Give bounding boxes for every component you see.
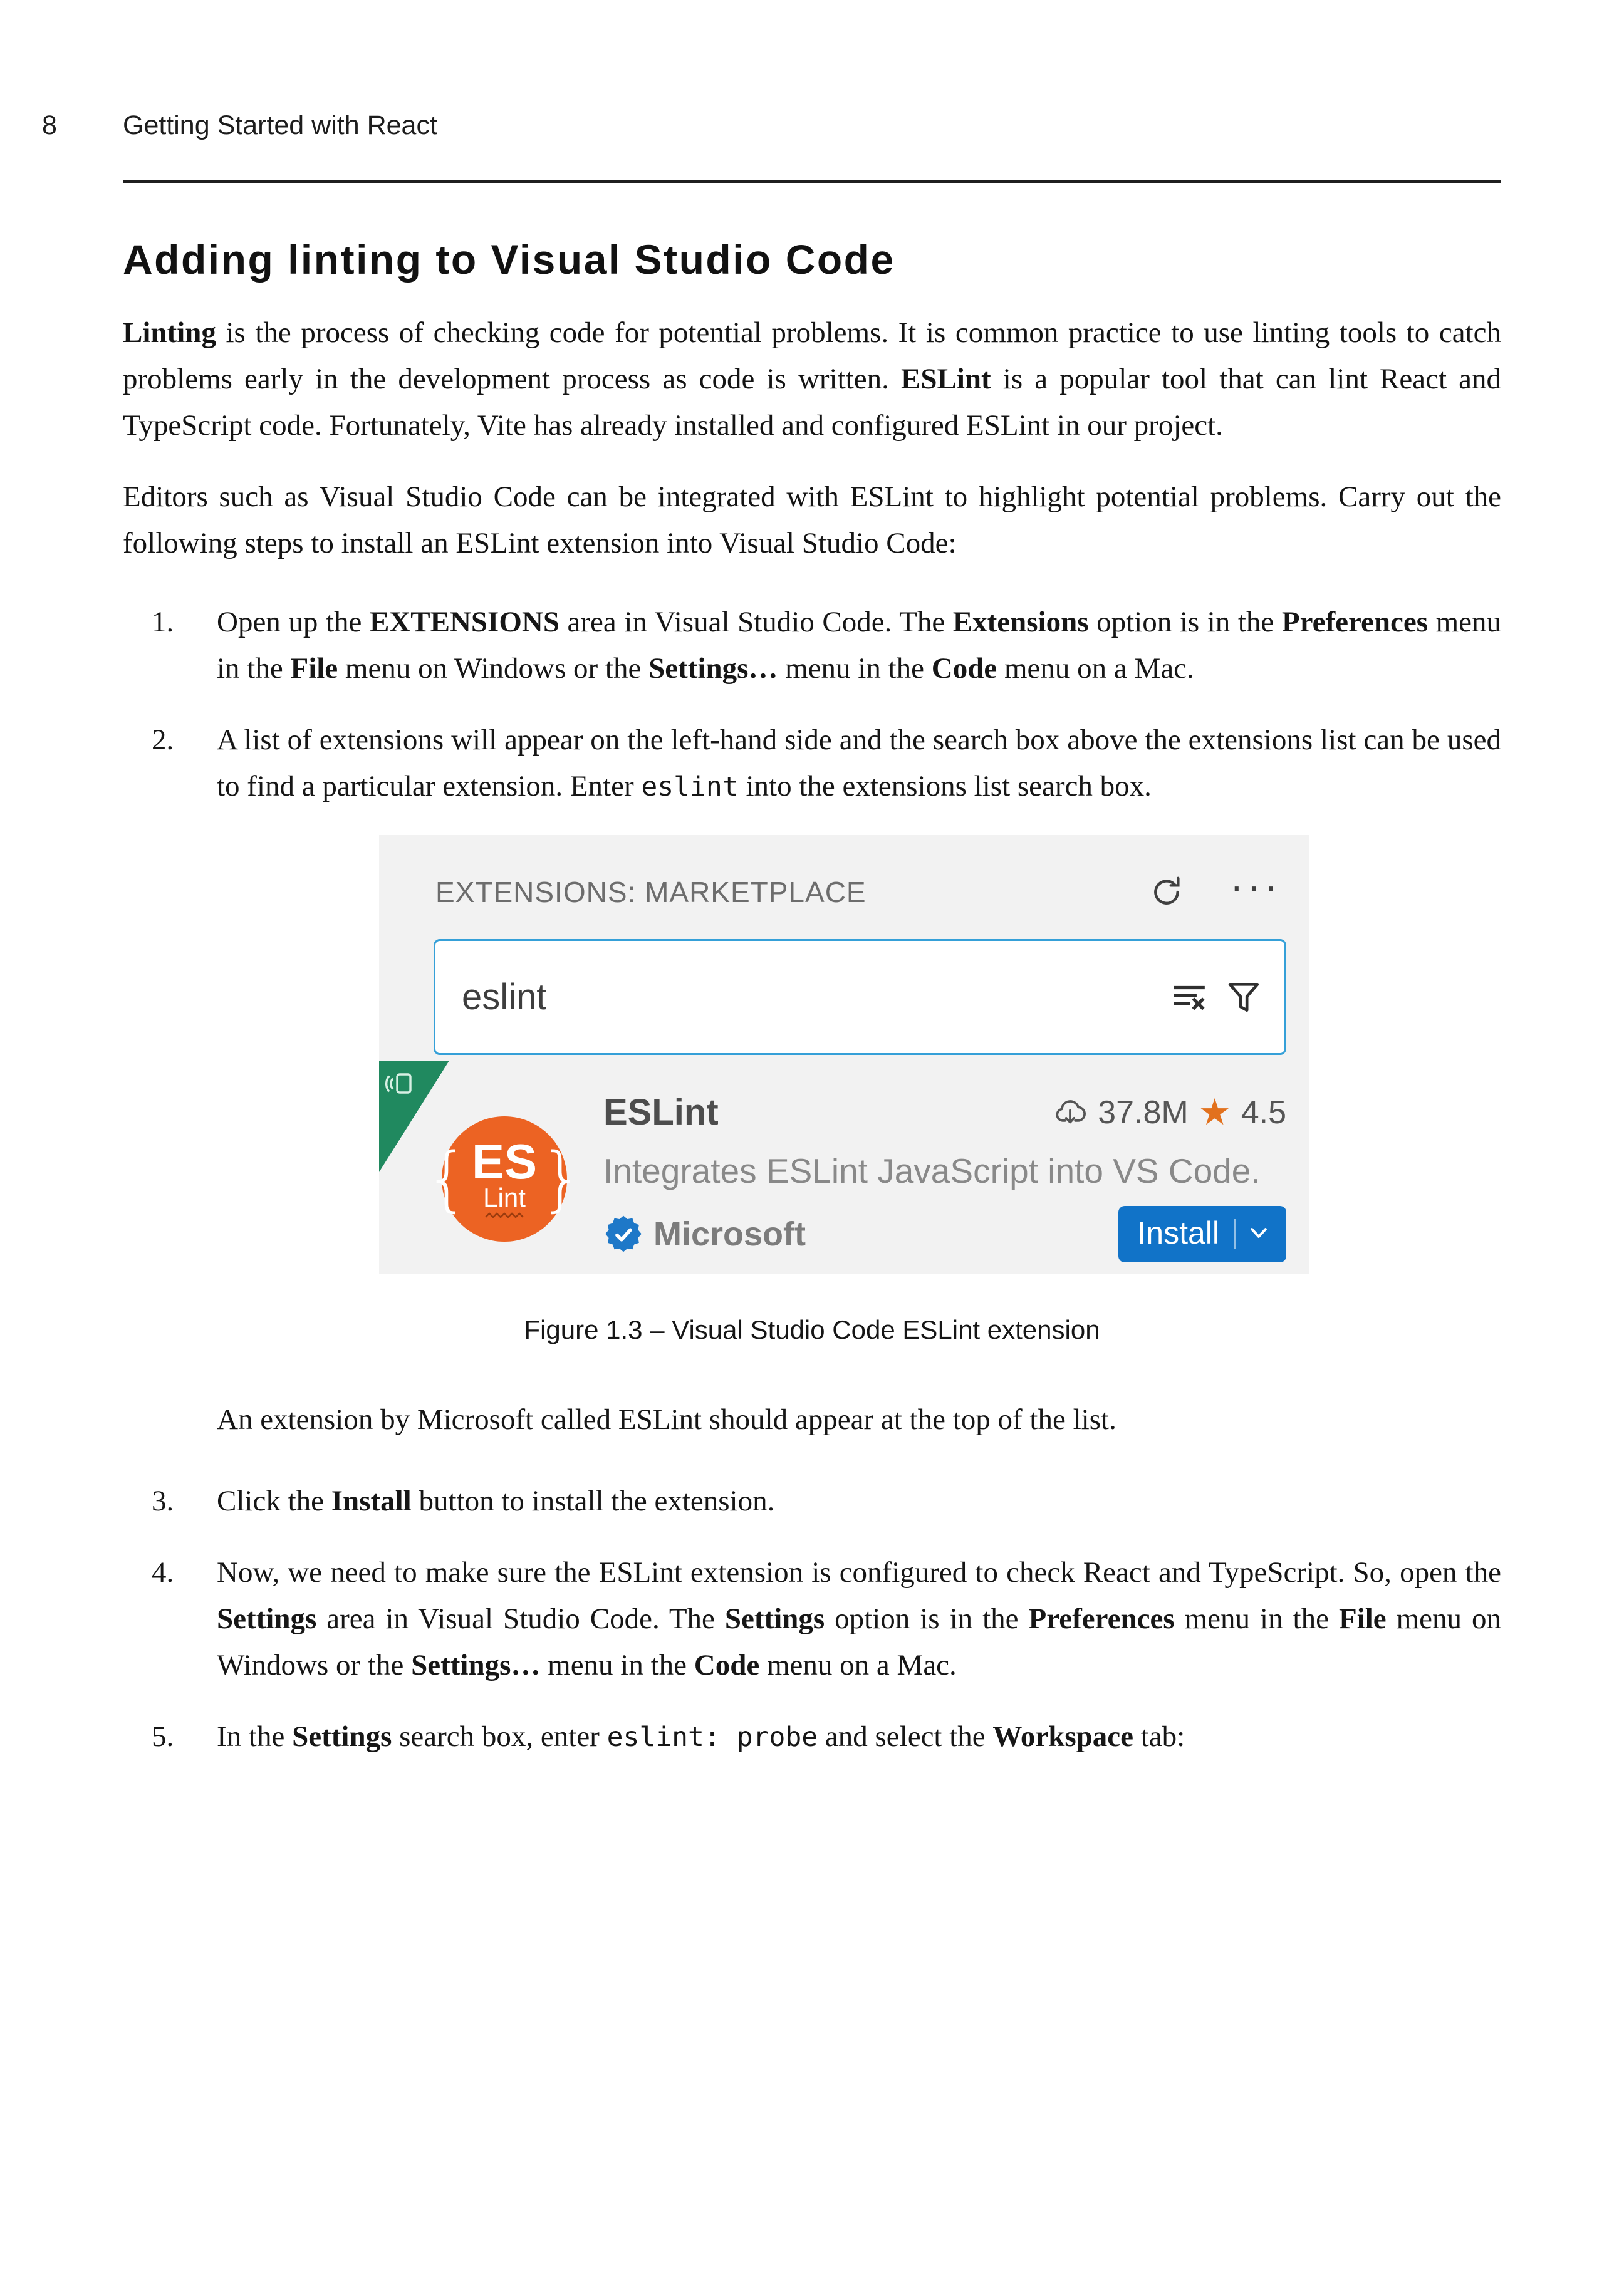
bold-text: Preferences [1028, 1603, 1175, 1635]
text-segment: menu in the [1174, 1603, 1339, 1635]
eslint-logo [424, 1116, 585, 1242]
logo-center [471, 1134, 538, 1219]
text-segment: Click the [217, 1485, 331, 1517]
list-item-number: 5. [152, 1720, 174, 1753]
text-segment: menu on Windows or the [338, 652, 649, 685]
extension-publisher-row [603, 1206, 1286, 1262]
running-head: Getting Started with React [123, 110, 437, 140]
inline-code: eslint [641, 771, 739, 803]
paragraph-after-figure [217, 1396, 1501, 1443]
list-item-number: 2. [152, 724, 174, 756]
bold-text: Install [331, 1485, 412, 1517]
figure-caption: Figure 1.3 – Visual Studio Code ESLint extension [524, 1315, 1100, 1344]
extension-list-item-eslint[interactable] [379, 1091, 1309, 1262]
filter-icon[interactable] [1224, 978, 1263, 1017]
text-segment: search box, enter [392, 1720, 607, 1753]
search-input-value: eslint [462, 977, 547, 1017]
text-segment: option is in the [1088, 606, 1282, 638]
bold-text: Settings [217, 1603, 317, 1635]
extension-description: Integrates ESLint JavaScript into VS Code. [603, 1151, 1261, 1190]
text-segment: option is in the [825, 1603, 1029, 1635]
logo-brace-left: { [424, 1138, 469, 1220]
text-segment: A list of extensions will appear on the left-hand side and the search box above the extensions list can be used to find a particular extension. Enter [217, 724, 1501, 803]
ordered-list-steps-3-5 [123, 1478, 1501, 1760]
extension-stats [1053, 1091, 1286, 1133]
download-count-icon [1053, 1095, 1088, 1130]
logo-brace-right: } [539, 1138, 585, 1220]
inline-code: eslint: probe [606, 1722, 818, 1753]
install-dropdown-chevron-icon[interactable] [1246, 1220, 1271, 1245]
text-segment: is the process of checking code for potential problems. It is common practice to use linting tools to catch problems early in the development process as code is written. [123, 316, 1501, 395]
figure-1-3 [123, 835, 1501, 1345]
text-segment: menu on a Mac. [997, 652, 1194, 685]
bold-text: ESLint [900, 363, 991, 395]
list-item-text [217, 599, 1501, 692]
download-count: 37.8M [1098, 1094, 1189, 1131]
list-item-number: 3. [152, 1485, 174, 1517]
text-segment: Open up the [217, 606, 370, 638]
list-item [123, 1713, 1501, 1760]
bold-text: Preferences [1281, 606, 1428, 638]
bold-text: File [1338, 1603, 1387, 1635]
extensions-panel-actions [1148, 863, 1281, 910]
extensions-marketplace-panel [379, 835, 1309, 1274]
text-segment: is a popular tool that can lint React and TypeScript code. Fortunately, Vite has already installed and configured ESLint in our project. [123, 363, 1501, 442]
install-button-divider [1234, 1219, 1236, 1249]
list-item [123, 1478, 1501, 1524]
list-item-text [217, 1713, 1501, 1760]
text-segment: An extension by Microsoft called ESLint should appear at the top of the list. [217, 1403, 1116, 1436]
text-segment: into the extensions list search box. [738, 770, 1152, 803]
search-input-icons [1169, 978, 1263, 1017]
list-item-text [217, 1478, 1501, 1524]
text-segment: Editors such as Visual Studio Code can be integrated with ESLint to highlight potential problems. Carry out the following steps to install an ESLint extension into Visual Studio Code: [123, 480, 1501, 559]
bold-text: Settings… [648, 652, 778, 685]
extension-name: ESLint [603, 1092, 719, 1133]
clear-search-results-icon[interactable] [1169, 978, 1208, 1017]
logo-zigzag [480, 1212, 529, 1219]
text-segment: menu on Windows or the [217, 1603, 1501, 1681]
workspace-recommendation-icon [385, 1068, 415, 1098]
rating-star-icon: ★ [1198, 1091, 1231, 1133]
list-item [123, 599, 1501, 692]
text-segment: menu in the [778, 652, 932, 685]
text-segment: and select the [818, 1720, 993, 1753]
list-item-text [217, 717, 1501, 810]
refresh-icon[interactable] [1148, 874, 1185, 910]
list-item-number: 4. [152, 1556, 174, 1589]
text-segment: menu on a Mac. [759, 1649, 957, 1681]
list-item-text [217, 1549, 1501, 1688]
logo-text-es: ES [471, 1134, 538, 1189]
bold-text: Code [931, 652, 997, 685]
extensions-panel-title: EXTENSIONS: MARKETPLACE [435, 876, 867, 908]
text-segment: menu in the [540, 1649, 694, 1681]
bold-text: Settings [724, 1603, 825, 1635]
extension-title-row [603, 1091, 1286, 1133]
bold-text: Workspace [992, 1720, 1133, 1753]
paragraph-intro-1 [123, 309, 1501, 449]
paragraph-intro-2 [123, 474, 1501, 566]
bold-text: File [290, 652, 338, 685]
bold-text: Extensions [952, 606, 1089, 638]
bold-text: Settings [292, 1720, 392, 1753]
install-button-label: Install [1137, 1215, 1219, 1250]
more-actions-icon[interactable]: ··· [1230, 863, 1281, 908]
install-button[interactable] [1118, 1206, 1286, 1262]
extensions-panel-header [379, 835, 1309, 910]
list-item [123, 1549, 1501, 1688]
text-segment: menu in the [217, 606, 1501, 685]
list-item-number: 1. [152, 606, 174, 638]
rating-value: 4.5 [1241, 1094, 1286, 1131]
page-number: 8 [42, 110, 57, 140]
text-segment: Now, we need to make sure the ESLint extension is configured to check React and TypeScript. So, open the [217, 1556, 1501, 1589]
text-segment: area in Visual Studio Code. The [316, 1603, 725, 1635]
extensions-search-input[interactable] [434, 939, 1286, 1055]
verified-publisher-icon [603, 1214, 643, 1254]
ordered-list-steps-1-2 [123, 599, 1501, 810]
page-header [42, 110, 1501, 144]
section-title: Adding linting to Visual Studio Code [123, 236, 895, 283]
publisher-name: Microsoft [653, 1215, 806, 1253]
header-rule [123, 180, 1501, 183]
bold-text: Code [694, 1649, 760, 1681]
bold-text: Linting [123, 316, 216, 349]
text-segment: area in Visual Studio Code. The [559, 606, 953, 638]
logo-text-lint: Lint [483, 1183, 526, 1212]
text-segment: button to install the extension. [411, 1485, 775, 1517]
list-item [123, 717, 1501, 810]
extension-info [567, 1091, 1286, 1262]
text-segment: tab: [1133, 1720, 1185, 1753]
bold-text: Settings… [411, 1649, 541, 1681]
bold-text: EXTENSIONS [369, 606, 560, 638]
text-segment: In the [217, 1720, 293, 1753]
